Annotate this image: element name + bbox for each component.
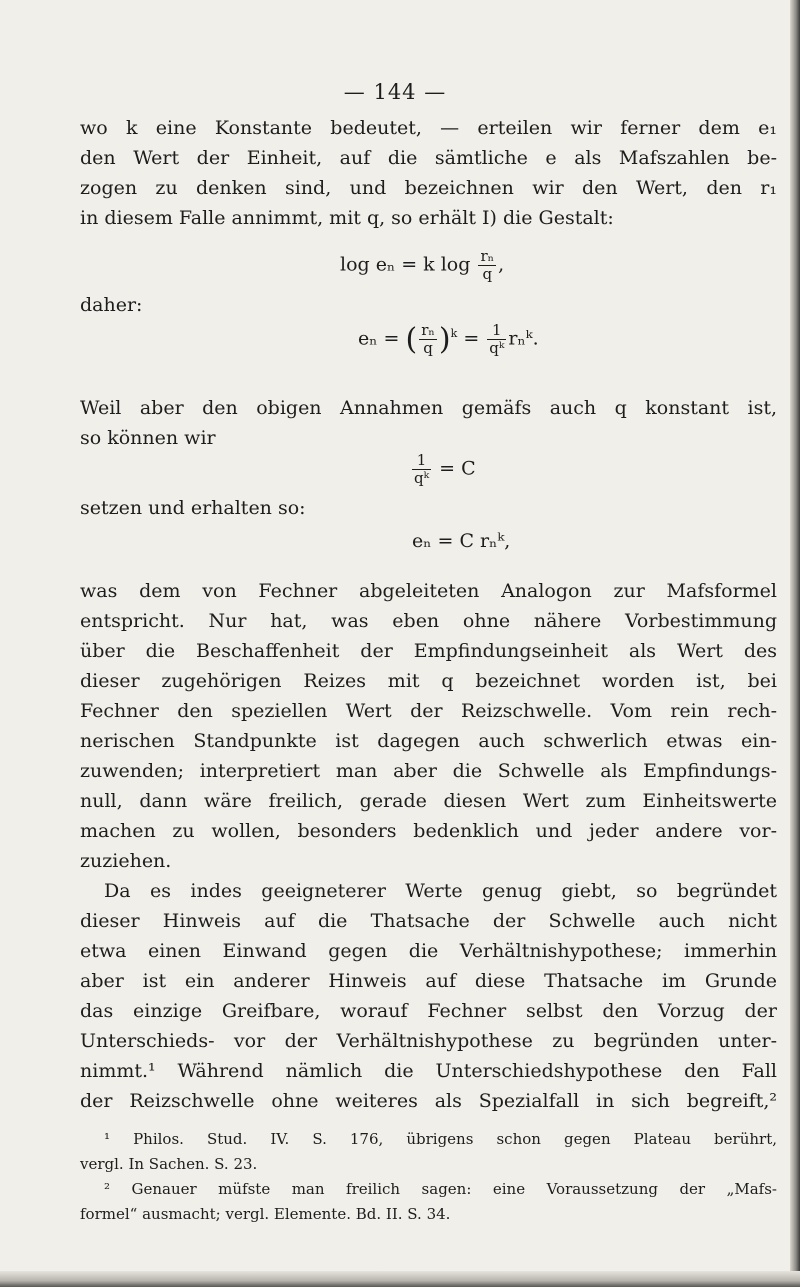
text-line: dieser Hinweis auf die Thatsache der Schwelle auch nicht: [80, 910, 777, 932]
footnote-line: ¹ Philos. Stud. IV. S. 176, übrigens schon gegen Plateau berührt,: [104, 1130, 777, 1148]
text-line: etwa einen Einwand gegen die Verhältnishypothese; immerhin: [80, 940, 777, 962]
text-line: aber ist ein anderer Hinweis auf diese Thatsache im Grunde: [80, 970, 777, 992]
fraction-denominator: qᵏ: [414, 469, 430, 487]
text-line: das einzige Greifbare, worauf Fechner selbst den Vorzug der: [80, 1000, 777, 1022]
formula-power: [358, 322, 539, 357]
fraction-numerator: 1: [487, 322, 506, 340]
fraction-denominator: q: [423, 339, 433, 357]
text-line: wo k eine Konstante bedeutet, — erteilen wir ferner dem e₁: [80, 117, 777, 139]
text-line: zuziehen.: [80, 850, 172, 872]
text-line: entspricht. Nur hat, was eben ohne nähere Vorbestimmung: [80, 610, 777, 632]
text-line: nerischen Standpunkte ist dagegen auch schwerlich etwas ein-: [80, 730, 777, 752]
formula-constant: [410, 452, 476, 487]
formula-log-fraction: [478, 248, 496, 283]
equals-sign: =: [463, 327, 480, 350]
text-line: der Reizschwelle ohne weiteres als Spezialfall in sich begreift,²: [80, 1090, 777, 1112]
footnote-line: formel“ ausmacht; vergl. Elemente. Bd. II. S. 34.: [80, 1205, 451, 1223]
text-line: null, dann wäre freilich, gerade diesen Wert zum Einheitswerte: [80, 790, 777, 812]
paren-open: (: [405, 322, 418, 357]
text-line: zogen zu denken sind, und bezeichnen wir den Wert, den r₁: [80, 177, 777, 199]
formula-power-fraction-2: [487, 322, 506, 357]
exponent: k: [450, 327, 458, 341]
text-line: Unterschieds- vor der Verhältnishypothese zu begründen unter-: [80, 1030, 777, 1052]
fraction-numerator: 1: [412, 452, 431, 470]
text-line: Weil aber den obigen Annahmen gemäfs auch q konstant ist,: [80, 397, 777, 419]
label-daher: daher:: [80, 294, 143, 316]
formula-power-lhs: eₙ =: [358, 327, 400, 350]
page-edge-right: [790, 0, 800, 1287]
fraction-numerator: rₙ: [421, 321, 435, 339]
fraction-denominator: qᵏ: [489, 339, 505, 357]
formula-log: [340, 248, 504, 283]
text-line: was dem von Fechner abgeleiteten Analogon zur Mafsformel: [80, 580, 777, 602]
formula-power-tail: rₙᵏ.: [508, 327, 539, 350]
footnote-line: vergl. In Sachen. S. 23.: [80, 1155, 258, 1173]
text-line: machen zu wollen, besonders bedenklich und jeder andere vor-: [80, 820, 777, 842]
label-setzen: setzen und erhalten so:: [80, 497, 306, 519]
text-line: Da es indes geeigneterer Werte genug giebt, so begründet: [104, 880, 777, 902]
text-line: über die Beschaffenheit der Empfindungseinheit als Wert des: [80, 640, 777, 662]
text-line: in diesem Falle annimmt, mit q, so erhält I) die Gestalt:: [80, 207, 614, 229]
fraction-numerator: rₙ: [480, 247, 495, 265]
formula-log-lhs: log eₙ = k log: [340, 253, 471, 276]
text-line: den Wert der Einheit, auf die sämtliche e als Mafszahlen be-: [80, 147, 777, 169]
text-line: nimmt.¹ Während nämlich die Unterschiedshypothese den Fall: [80, 1060, 777, 1082]
page-edge-bottom: [0, 1271, 800, 1287]
page-number: — 144 —: [343, 80, 447, 104]
formula-constant-fraction: [412, 452, 431, 487]
formula-result: eₙ = C rₙᵏ,: [412, 530, 511, 552]
fraction-denominator: q: [482, 265, 493, 283]
text-line: dieser zugehörigen Reizes mit q bezeichnet worden ist, bei: [80, 670, 777, 692]
footnote-line: ² Genauer müfste man freilich sagen: eine Voraussetzung der „Mafs-: [104, 1180, 777, 1198]
formula-power-fraction: [419, 322, 437, 357]
text-line: zuwenden; interpretiert man aber die Schwelle als Empfindungs-: [80, 760, 777, 782]
text-line: so können wir: [80, 427, 216, 449]
formula-constant-rhs: = C: [439, 457, 476, 480]
paren-close: ): [438, 322, 451, 357]
text-line: Fechner den speziellen Wert der Reizschwelle. Vom rein rech-: [80, 700, 777, 722]
formula-punctuation: ,: [498, 253, 505, 276]
